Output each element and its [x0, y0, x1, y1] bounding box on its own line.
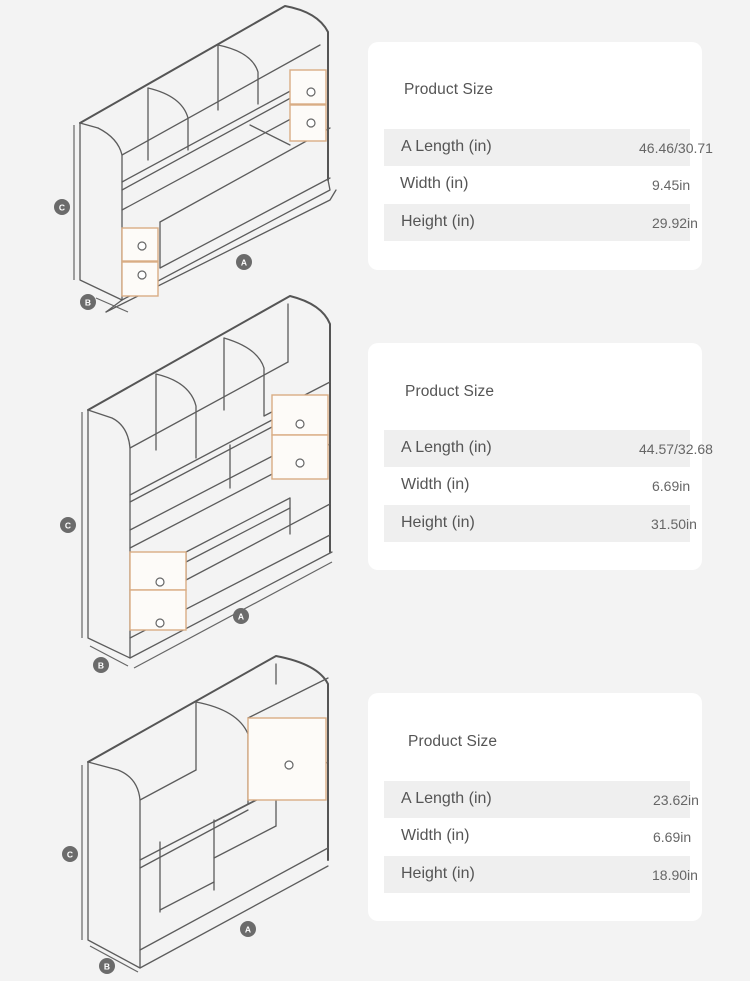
row-value: 18.90in [652, 867, 698, 883]
marker-a [233, 608, 249, 624]
product-size-card-2 [368, 343, 713, 570]
size-row-height [384, 856, 698, 893]
size-row-width [384, 166, 690, 203]
bookshelf-drawing [0, 650, 360, 981]
row-value: 31.50in [651, 516, 697, 532]
marker-a [240, 921, 256, 937]
marker-c [54, 199, 70, 215]
row-value: 23.62in [653, 792, 699, 808]
svg-text:C: C [66, 849, 74, 860]
size-row-width [384, 818, 690, 855]
svg-text:A: A [240, 257, 248, 268]
bookshelf-sketch-2 [0, 290, 360, 680]
size-row-height [384, 204, 698, 241]
row-label: A Length (in) [401, 138, 492, 155]
svg-text:C: C [64, 520, 72, 531]
svg-text:B: B [103, 961, 111, 972]
row-label: Width (in) [400, 175, 469, 192]
product-size-card-3 [368, 693, 702, 921]
row-value: 6.69in [653, 829, 692, 845]
size-row-height [384, 505, 697, 542]
card-title: Product Size [408, 733, 498, 750]
row-label: Height (in) [401, 213, 475, 230]
row-value: 6.69in [652, 478, 691, 494]
marker-a [236, 254, 252, 270]
bookshelf-drawing [0, 0, 360, 320]
row-label: A Length (in) [401, 439, 492, 456]
svg-text:C: C [58, 202, 66, 213]
svg-text:A: A [244, 924, 252, 935]
svg-text:B: B [97, 660, 105, 671]
bookshelf-sketch-3 [0, 650, 360, 981]
size-row-length [384, 781, 699, 818]
marker-b [99, 958, 115, 974]
row-label: Width (in) [401, 827, 470, 844]
size-row-length [384, 430, 713, 467]
row-value: 46.46/30.71 [639, 140, 713, 156]
row-label: A Length (in) [401, 790, 492, 807]
product-size-card-1 [368, 42, 713, 270]
bookshelf-drawing [0, 290, 360, 680]
bookshelf-sketch-1 [0, 0, 360, 320]
size-row-length [384, 129, 713, 166]
row-value: 44.57/32.68 [639, 441, 713, 457]
row-label: Width (in) [401, 476, 470, 493]
svg-text:A: A [237, 611, 245, 622]
size-row-width [384, 467, 690, 504]
marker-c [62, 846, 78, 862]
marker-c [60, 517, 76, 533]
card-title: Product Size [405, 383, 495, 400]
row-value: 29.92in [652, 215, 698, 231]
svg-text:B: B [84, 297, 92, 308]
row-label: Height (in) [401, 865, 475, 882]
card-title: Product Size [404, 81, 494, 98]
row-value: 9.45in [652, 177, 691, 193]
row-label: Height (in) [401, 514, 475, 531]
